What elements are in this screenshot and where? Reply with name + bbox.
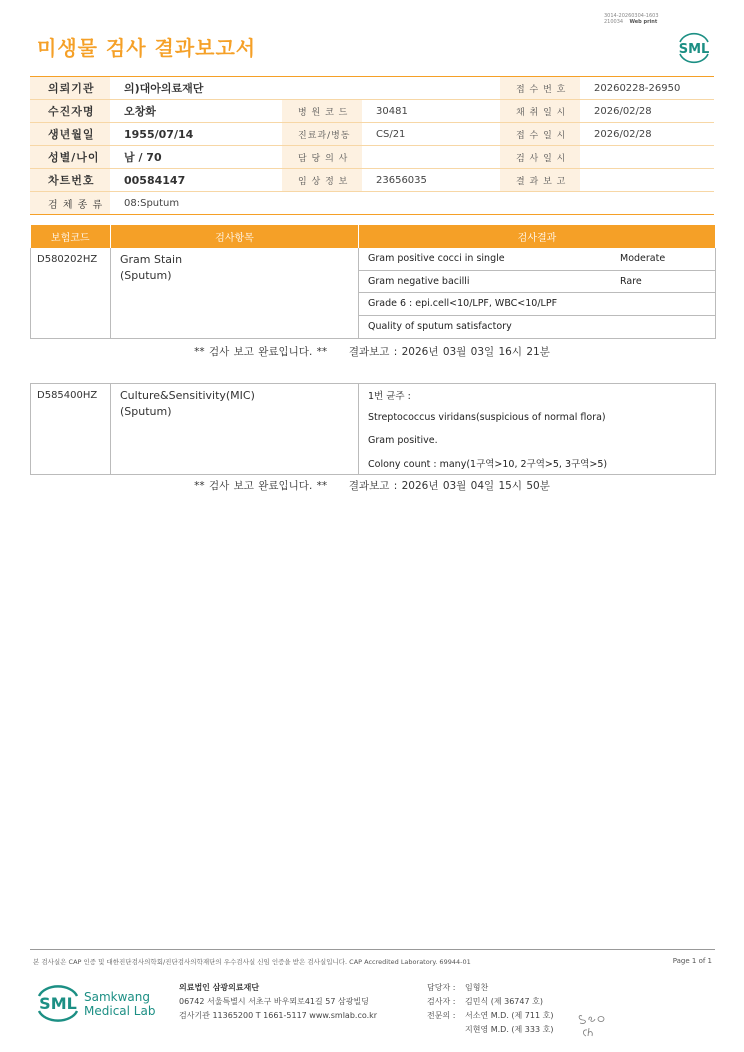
hospital-code-label: 병 원 코 드 bbox=[282, 100, 362, 123]
staff-info bbox=[427, 981, 553, 1037]
samkwang-logo-icon bbox=[37, 980, 157, 1026]
doctor-value bbox=[362, 146, 500, 169]
staff-row bbox=[427, 981, 553, 995]
logo-line-2: Medical Lab bbox=[84, 1004, 156, 1018]
staff-value: 지현영 M.D. (제 333 호) bbox=[465, 1025, 554, 1034]
staff-value: 김민식 (제 36747 호) bbox=[465, 997, 543, 1006]
sml-logo-icon bbox=[675, 28, 713, 64]
collect-date-label: 채 취 일 시 bbox=[500, 100, 580, 123]
specimen-label: 검 체 종 류 bbox=[30, 192, 110, 215]
result-row bbox=[359, 248, 715, 271]
culture-table bbox=[30, 383, 716, 475]
specimen-value: 08:Sputum bbox=[110, 192, 714, 215]
org-address: 06742 서울특별시 서초구 바우뫼로41길 57 삼광빌딩 bbox=[179, 997, 369, 1006]
sex-age-label: 성별/나이 bbox=[30, 146, 110, 169]
staff-label bbox=[427, 1023, 465, 1037]
hospital-code-value: 30481 bbox=[362, 100, 500, 123]
result-row bbox=[359, 316, 715, 339]
staff-label: 전문의 : bbox=[427, 1011, 456, 1020]
report-complete-line bbox=[0, 478, 744, 493]
col-item-header: 검사항목 bbox=[111, 225, 359, 248]
result-row bbox=[359, 271, 715, 294]
page-number: Page 1 of 1 bbox=[672, 957, 712, 965]
svg-text:SML: SML bbox=[678, 42, 710, 57]
page-title: 미생물 검사 결과보고서 bbox=[37, 36, 257, 60]
dept-value: CS/21 bbox=[362, 123, 500, 146]
receipt-date-value: 2026/02/28 bbox=[580, 123, 714, 146]
result-level: Moderate bbox=[620, 253, 666, 265]
receipt-date-label: 접 수 일 시 bbox=[500, 123, 580, 146]
test-date-label: 검 사 일 시 bbox=[500, 146, 580, 169]
receipt-no-label: 접 수 번 호 bbox=[500, 77, 580, 100]
result-line: 1번 균주 : bbox=[368, 391, 411, 403]
test-item bbox=[111, 248, 359, 339]
staff-row bbox=[427, 1009, 553, 1023]
chart-value: 00584147 bbox=[110, 169, 282, 192]
result-line: Colony count : many(1구역>10, 2구역>5, 3구역>5) bbox=[368, 458, 608, 470]
staff-value: 임형찬 bbox=[465, 983, 489, 992]
test-item-name: Culture&Sensitivity(MIC) bbox=[120, 389, 255, 402]
test-item-specimen: (Sputum) bbox=[120, 269, 172, 282]
org-name: 의료법인 삼광의료재단 bbox=[179, 983, 260, 992]
report-value bbox=[580, 169, 714, 192]
result-name: Grade 6 : epi.cell<10/LPF, WBC<10/LPF bbox=[368, 298, 558, 310]
clinical-label: 임 상 정 보 bbox=[282, 169, 362, 192]
gram-stain-table bbox=[30, 225, 716, 339]
collect-date-value: 2026/02/28 bbox=[580, 100, 714, 123]
test-date-value bbox=[580, 146, 714, 169]
clinical-value: 23656035 bbox=[362, 169, 500, 192]
result-name: Gram positive cocci in single bbox=[368, 253, 505, 265]
birth-value: 1955/07/14 bbox=[110, 123, 282, 146]
logo-line-1: Samkwang bbox=[84, 990, 150, 1004]
org-contact: 검사기관 11365200 T 1661-5117 www.smlab.co.kr bbox=[179, 1011, 378, 1020]
result-level: Rare bbox=[620, 275, 642, 287]
test-item-specimen: (Sputum) bbox=[120, 405, 172, 418]
report-complete-text: ** 검사 보고 완료입니다. ** bbox=[194, 480, 328, 492]
col-code-header: 보험코드 bbox=[31, 225, 111, 248]
print-label: Web print bbox=[629, 19, 658, 25]
result-name: Quality of sputum satisfactory bbox=[368, 321, 512, 333]
report-label: 결 과 보 고 bbox=[500, 169, 580, 192]
dept-label: 진료과/병동 bbox=[282, 123, 362, 146]
report-complete-text: ** 검사 보고 완료입니다. ** bbox=[194, 346, 328, 358]
footer-divider bbox=[30, 949, 715, 950]
name-value: 오창화 bbox=[110, 100, 282, 123]
report-time: 결과보고 : 2026년 03월 03일 16시 21분 bbox=[348, 346, 550, 358]
staff-row bbox=[427, 995, 553, 1009]
test-item bbox=[111, 384, 359, 475]
result-line: Streptococcus viridans(suspicious of normal flora) bbox=[368, 412, 606, 424]
test-results bbox=[359, 248, 716, 339]
staff-label: 담당자 : bbox=[427, 983, 456, 992]
name-label: 수진자명 bbox=[30, 100, 110, 123]
logo-text: SML bbox=[39, 994, 77, 1013]
doctor-label: 담 당 의 사 bbox=[282, 146, 362, 169]
staff-row bbox=[427, 1023, 553, 1037]
result-name: Gram negative bacilli bbox=[368, 275, 470, 287]
accreditation-note: 본 검사실은 CAP 인증 및 대한진단검사의학회/진단검사의학재단의 우수검사실 신임 인증을 받은 검사실입니다. CAP Accredited Laboratory. 69944-01 bbox=[33, 958, 471, 966]
staff-label: 검사자 : bbox=[427, 997, 456, 1006]
requester-value: 의)대아의료재단 bbox=[110, 77, 500, 100]
report-id bbox=[604, 13, 659, 25]
col-result-header: 검사결과 bbox=[359, 225, 716, 248]
report-time: 결과보고 : 2026년 03월 04일 15시 50분 bbox=[348, 480, 550, 492]
test-code: D585400HZ bbox=[31, 384, 111, 475]
requester-label: 의뢰기관 bbox=[30, 77, 110, 100]
report-id-number: 3014-20260304-1603 bbox=[604, 13, 659, 19]
staff-value: 서소연 M.D. (제 711 호) bbox=[465, 1011, 554, 1020]
receipt-no-value: 20260228-26950 bbox=[580, 77, 714, 100]
test-item-name: Gram Stain bbox=[120, 253, 183, 266]
result-line: Gram positive. bbox=[368, 434, 438, 446]
result-row bbox=[359, 293, 715, 316]
patient-info-table bbox=[30, 76, 714, 215]
sub-id: 210034 bbox=[604, 19, 624, 25]
test-code: D580202HZ bbox=[31, 248, 111, 339]
test-results bbox=[359, 384, 716, 475]
signature-icon bbox=[576, 1008, 610, 1038]
org-info bbox=[179, 981, 377, 1023]
birth-label: 생년월일 bbox=[30, 123, 110, 146]
report-complete-line bbox=[0, 344, 744, 359]
chart-label: 차트번호 bbox=[30, 169, 110, 192]
sex-age-value: 남 / 70 bbox=[110, 146, 282, 169]
